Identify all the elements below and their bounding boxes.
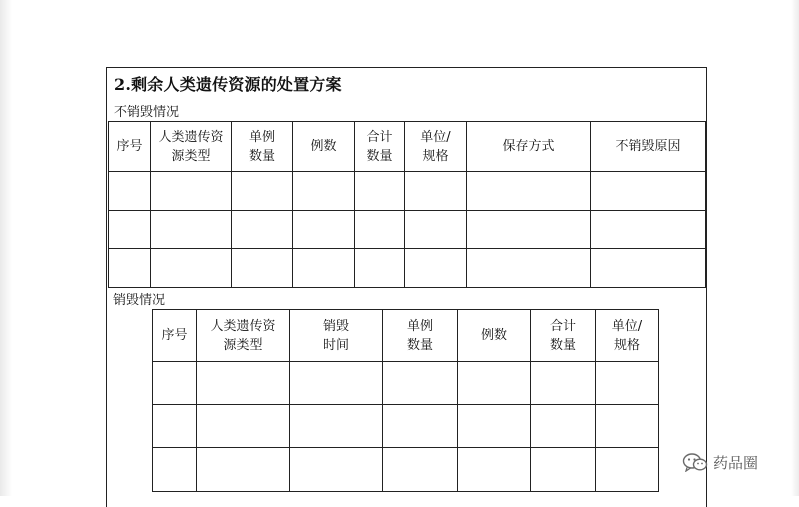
- watermark: [682, 450, 758, 474]
- table-cell: [151, 211, 232, 249]
- column-header: 销毁时间: [290, 310, 383, 362]
- table-cell: [293, 172, 355, 211]
- not-destroyed-table: [108, 121, 706, 288]
- table-cell: [383, 448, 458, 492]
- column-header: 单例数量: [383, 310, 458, 362]
- destroyed-table: [152, 309, 659, 492]
- table-header-row: [109, 122, 706, 172]
- section-title: 2.剩余人类遗传资源的处置方案: [114, 75, 342, 94]
- table-cell: [383, 362, 458, 405]
- wechat-icon: [682, 452, 708, 472]
- table-cell: [467, 249, 591, 288]
- table-cell: [197, 448, 290, 492]
- table-cell: [596, 448, 659, 492]
- table-cell: [290, 448, 383, 492]
- column-header: 人类遗传资源类型: [197, 310, 290, 362]
- page-shadow-left: [0, 0, 12, 496]
- table-cell: [405, 211, 467, 249]
- column-header: 序号: [153, 310, 197, 362]
- table-cell: [109, 172, 151, 211]
- table-row: [109, 172, 706, 211]
- column-header: 保存方式: [467, 122, 591, 172]
- table-cell: [467, 172, 591, 211]
- table-cell: [383, 405, 458, 448]
- table-row: [109, 249, 706, 288]
- column-header: 序号: [109, 122, 151, 172]
- table-cell: [153, 405, 197, 448]
- table-cell: [355, 172, 405, 211]
- column-header: 例数: [458, 310, 531, 362]
- table-row: [109, 211, 706, 249]
- table-cell: [290, 405, 383, 448]
- table-cell: [531, 362, 596, 405]
- table-cell: [591, 249, 706, 288]
- table-cell: [458, 448, 531, 492]
- table-cell: [591, 172, 706, 211]
- table-header-row: [153, 310, 659, 362]
- table-cell: [151, 249, 232, 288]
- table-cell: [232, 172, 293, 211]
- table-cell: [458, 405, 531, 448]
- table-cell: [458, 362, 531, 405]
- table-cell: [405, 249, 467, 288]
- table-cell: [109, 211, 151, 249]
- column-header: 合计数量: [531, 310, 596, 362]
- table-cell: [153, 362, 197, 405]
- column-header: 人类遗传资源类型: [151, 122, 232, 172]
- table-cell: [153, 448, 197, 492]
- table-cell: [197, 362, 290, 405]
- column-header: 单位/规格: [596, 310, 659, 362]
- table-cell: [293, 249, 355, 288]
- column-header: 不销毁原因: [591, 122, 706, 172]
- table-cell: [290, 362, 383, 405]
- destroyed-heading: 销毁情况: [113, 293, 166, 308]
- column-header: 单位/规格: [405, 122, 467, 172]
- column-header: 单例数量: [232, 122, 293, 172]
- table-cell: [591, 211, 706, 249]
- column-header: 合计数量: [355, 122, 405, 172]
- column-header: 例数: [293, 122, 355, 172]
- watermark-text: 药品圈: [713, 453, 759, 472]
- not-destroyed-heading: 不销毁情况: [114, 105, 180, 120]
- table-cell: [405, 172, 467, 211]
- table-cell: [109, 249, 151, 288]
- table-cell: [596, 405, 659, 448]
- table-cell: [232, 249, 293, 288]
- table-cell: [293, 211, 355, 249]
- table-row: [153, 405, 659, 448]
- table-row: [153, 448, 659, 492]
- page-shadow-right: [791, 0, 799, 496]
- table-cell: [596, 362, 659, 405]
- table-row: [153, 362, 659, 405]
- table-cell: [232, 211, 293, 249]
- table-cell: [355, 211, 405, 249]
- table-cell: [467, 211, 591, 249]
- table-cell: [531, 405, 596, 448]
- table-cell: [355, 249, 405, 288]
- table-cell: [151, 172, 232, 211]
- table-cell: [531, 448, 596, 492]
- table-cell: [197, 405, 290, 448]
